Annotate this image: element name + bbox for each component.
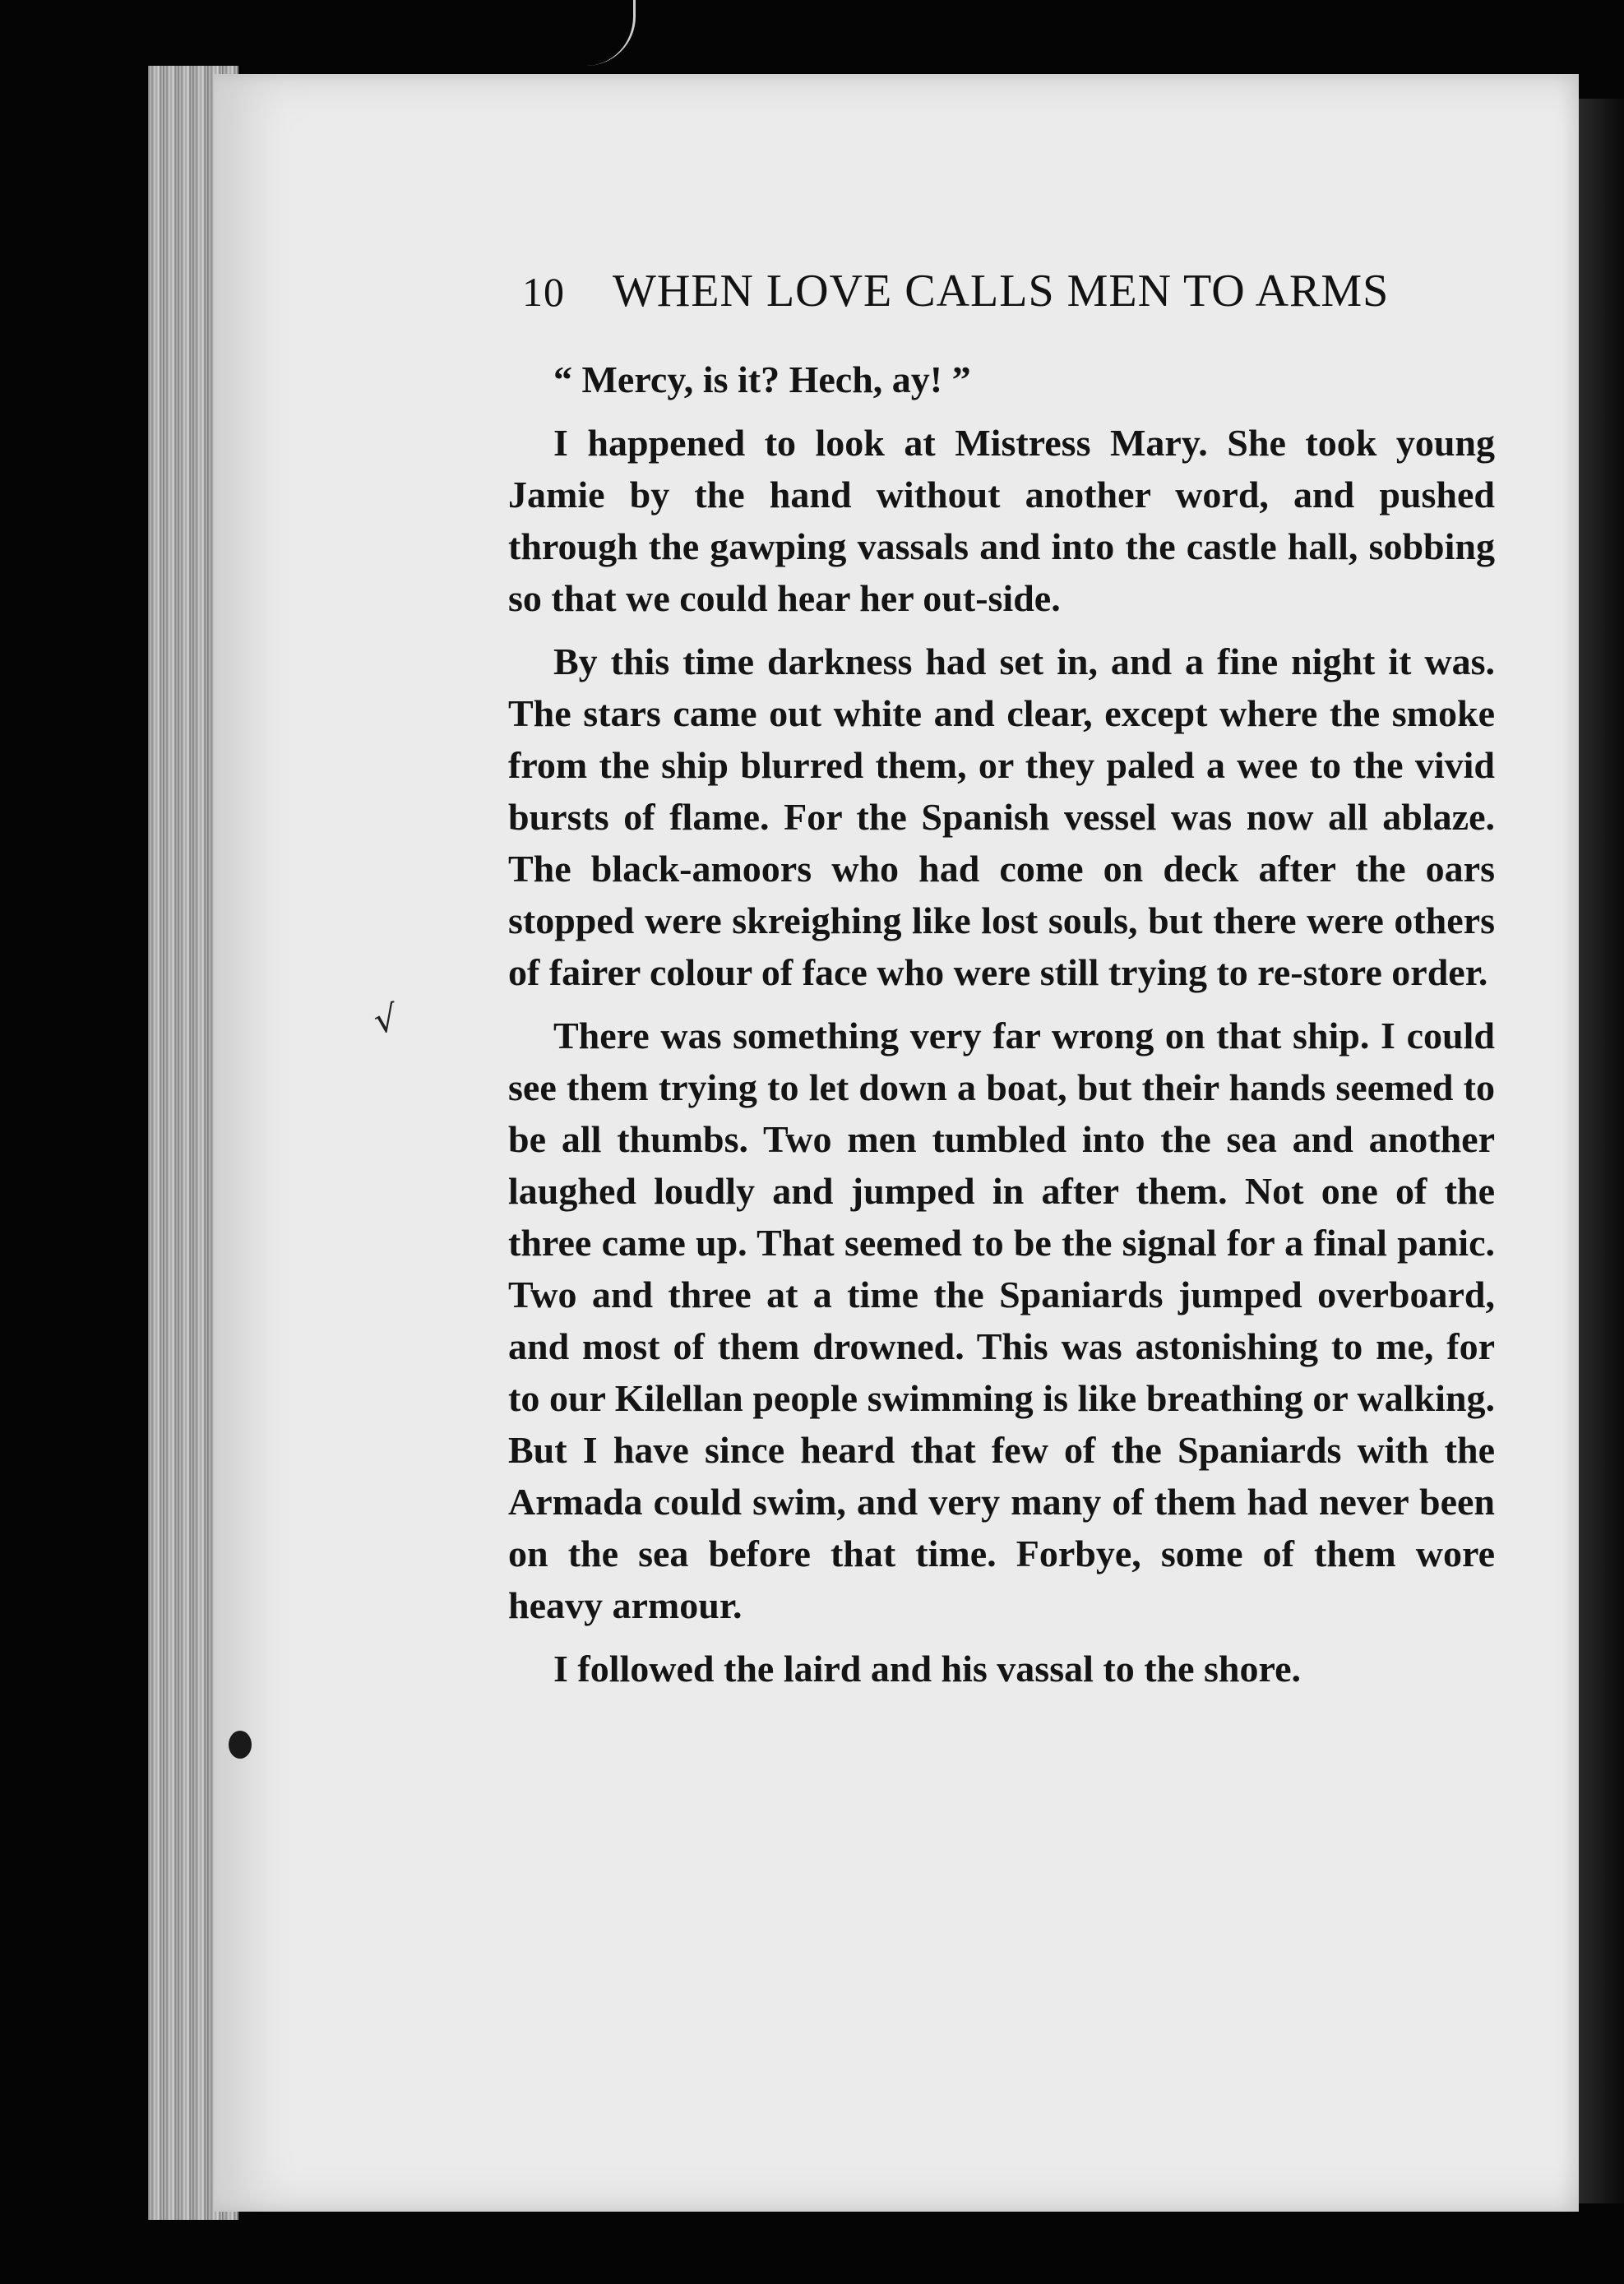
body-text [508,354,1495,1695]
scan-artifact-curve [576,0,636,66]
paragraph: “ Mercy, is it? Hech, ay! ” [553,358,971,400]
page-number: 10 [522,269,565,315]
ink-blot [229,1731,252,1759]
paragraph: I followed the laird and his vassal to the shore. [553,1648,1302,1690]
right-margin-shadow [1579,99,1624,2203]
running-title: WHEN LOVE CALLS MEN TO ARMS [613,266,1390,317]
paragraph: I happened to look at Mistress Mary. She took young Jamie by the hand without another word, and pushed through the gawping vassals and into the castle hall, sobbing so that we could hear her out-side. [508,422,1495,619]
paragraph: There was something very far wrong on that ship. I could see them trying to let down a boat, but their hands seemed to be all thumbs. Two men tumbled into the sea and another laughed loudly and jumped in after them. Not one of the three came up. That seemed to be the signal for a final panic. Two and three at a time the Spaniards jumped overboard, and most of them drowned. This was astonishing to me, for to our Kilellan people swimming is like breathing or walking. But I have since heard that few of the Spaniards with the Armada could swim, and very many of them had never been on the sea before that time. Forbye, some of them wore heavy armour. [508,1015,1495,1626]
paragraph: By this time darkness had set in, and a fine night it was. The stars came out white and clear, except where the smoke from the ship blurred them, or they paled a wee to the vivid bursts of flame. For the Spanish vessel was now all ablaze. The black-amoors who had come on deck after the oars stopped were skreighing like lost souls, but there were others of fairer colour of face who were still trying to re-store order. [508,640,1495,993]
running-head [522,265,1492,317]
margin-tick-mark: √ [370,996,401,1043]
